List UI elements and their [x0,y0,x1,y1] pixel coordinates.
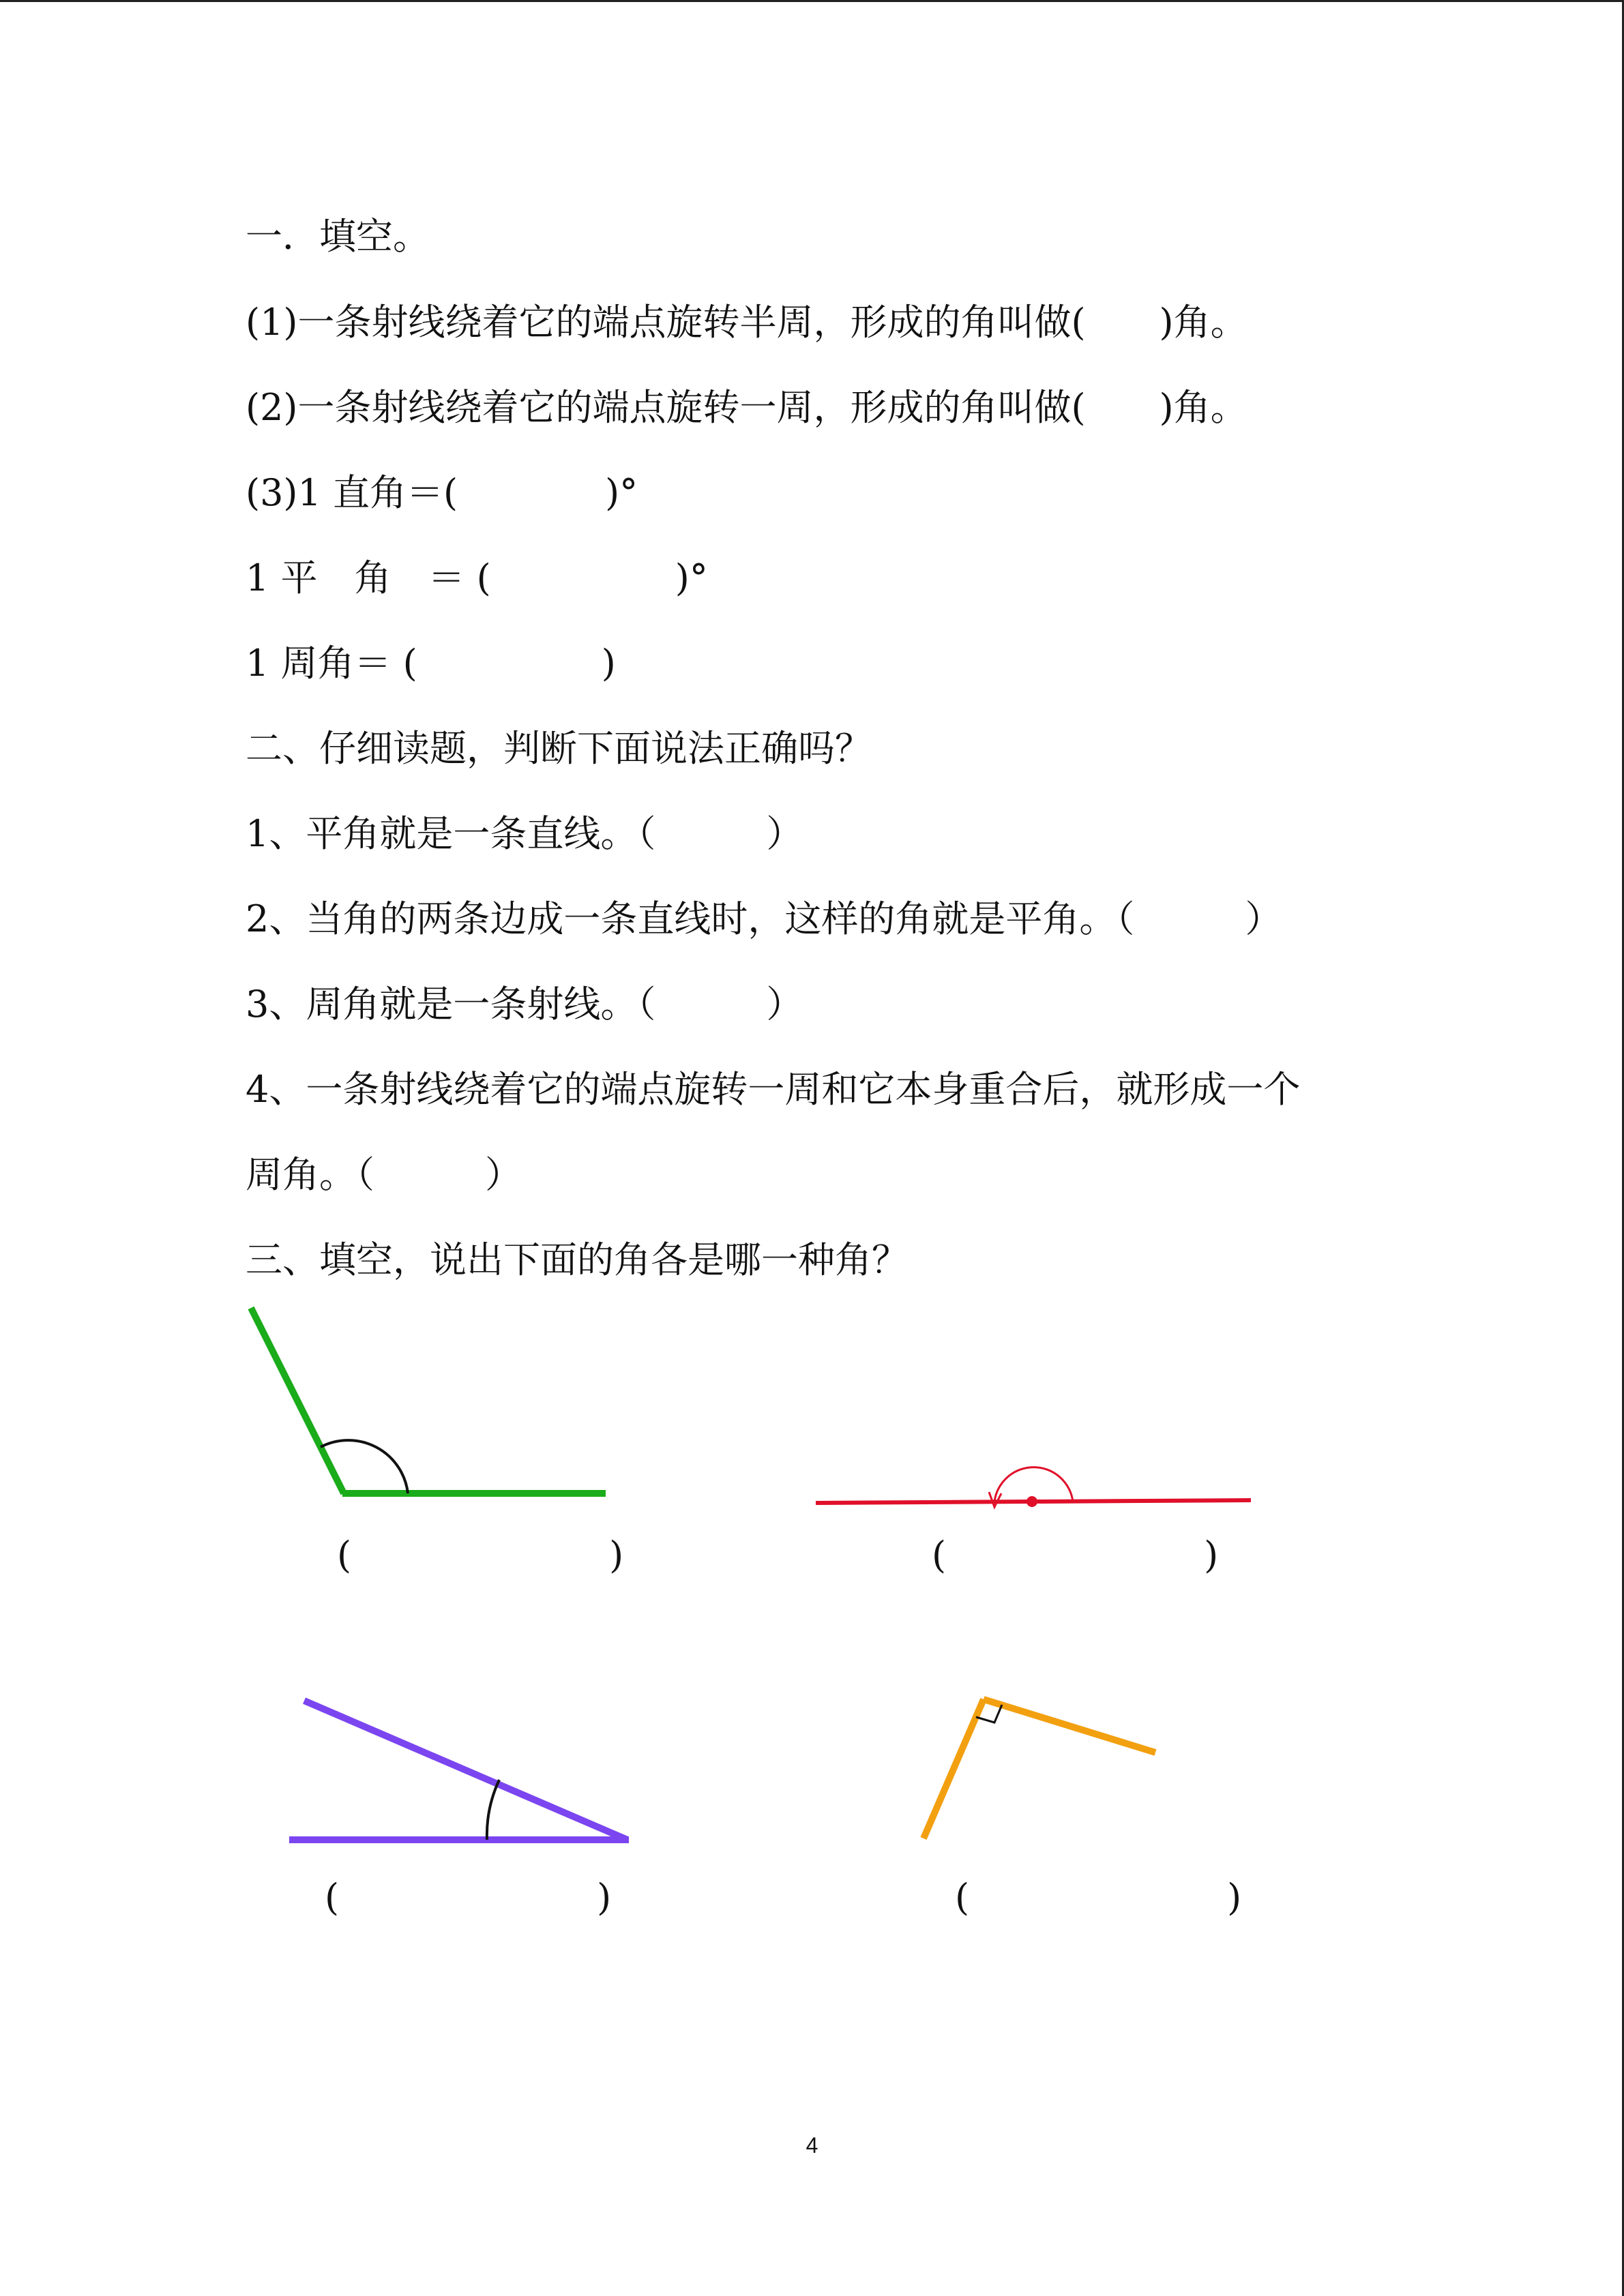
obtuse-angle-figure [232,1296,621,1514]
statement-2: 2、当角的两条边成一条直线时，这样的角就是平角。（ ） [246,897,1282,940]
acute-angle-ray-upper [304,1701,628,1840]
statement-4-line-2: 周角。（ ） [246,1153,522,1196]
answer-blank-right: ( ) [955,1876,1242,1919]
page-top-border [0,0,1624,2]
section1-heading: 一．填空。 [246,215,430,258]
acute-angle-arc [487,1780,499,1840]
straight-angle-figure [805,1446,1255,1521]
acute-angle-figure [280,1684,648,1848]
question-3c: 1 周角＝ ( ) [246,642,616,685]
statement-3: 3、周角就是一条射线。（ ） [246,983,803,1026]
question-1: (1)一条射线绕着它的端点旋转半周，形成的角叫做( )角。 [246,301,1247,344]
obtuse-angle-ray-left [251,1308,344,1493]
question-3a: (3)1 直角＝( )° [246,471,638,514]
statement-1: 1、平角就是一条直线。（ ） [246,812,803,855]
right-angle-figure [907,1684,1166,1848]
right-angle-ray-right [984,1699,1155,1753]
straight-angle-vertex [1027,1496,1037,1507]
question-3b: 1 平 角 ＝ ( )° [246,556,708,599]
answer-blank-obtuse: ( ) [337,1534,624,1577]
answer-blank-acute: ( ) [325,1876,612,1919]
statement-4-line-1: 4、一条射线绕着它的端点旋转一周和它本身重合后，就形成一个 [246,1068,1301,1111]
section3-heading: 三、填空，说出下面的角各是哪一种角？ [246,1238,909,1281]
section2-heading: 二、仔细读题，判断下面说法正确吗？ [246,727,872,770]
question-2: (2)一条射线绕着它的端点旋转一周，形成的角叫做( )角。 [246,386,1247,429]
page-number: 4 [806,2133,818,2158]
right-angle-ray-left [924,1699,984,1838]
answer-blank-straight: ( ) [932,1534,1219,1577]
